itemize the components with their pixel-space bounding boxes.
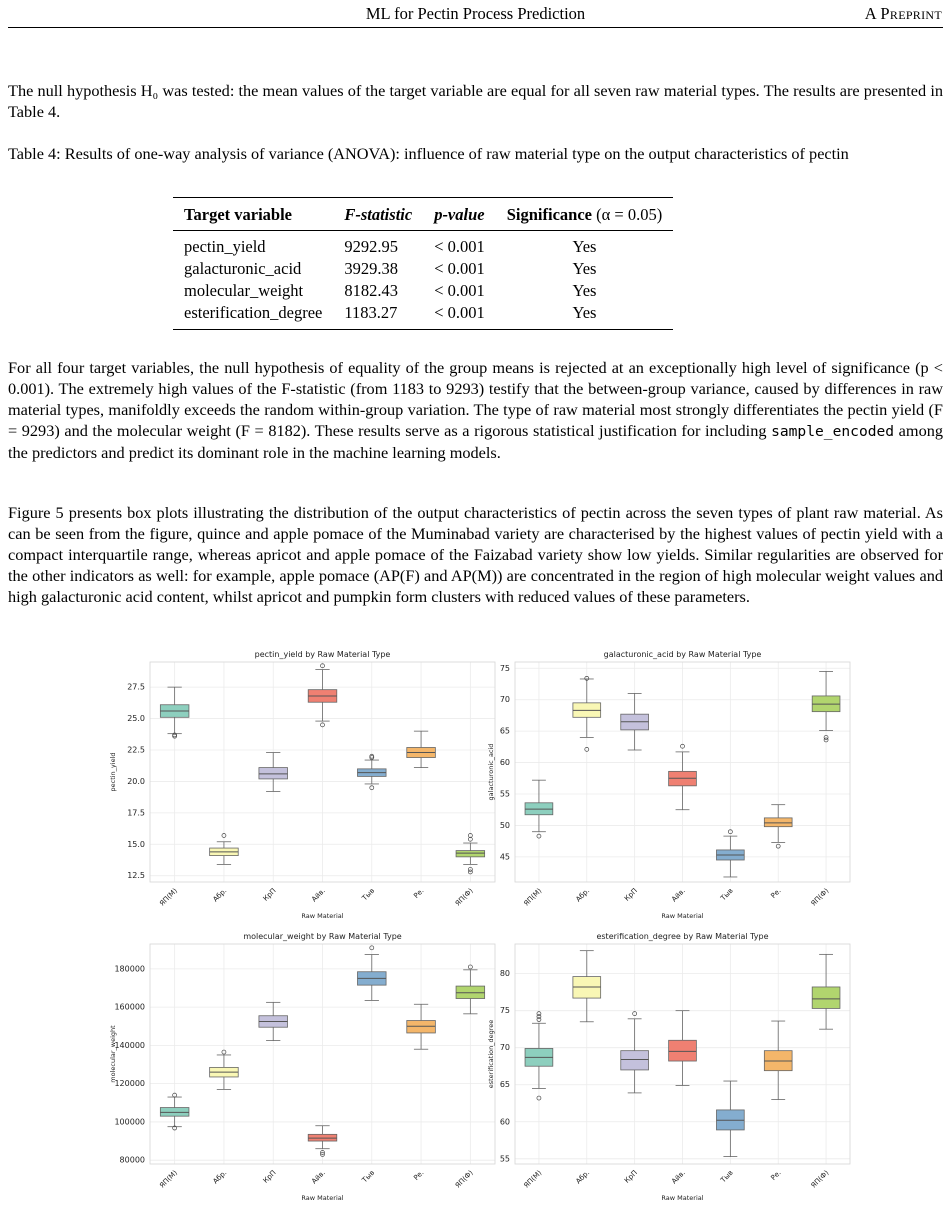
y-tick-label: 60: [499, 758, 510, 768]
box-6: [456, 965, 485, 1014]
box-iqr: [259, 768, 288, 779]
paragraph-hypothesis: The null hypothesis H₀ was tested: the mean values of the target variable are equal for all seven raw material types. The results are presented in Table 4.: [8, 81, 943, 121]
y-axis-label: pectin_yield: [109, 752, 117, 792]
box-iqr: [621, 1051, 649, 1070]
y-tick-label: 45: [499, 852, 510, 862]
x-tick-label: Абр.: [211, 1168, 229, 1186]
box-iqr: [456, 851, 485, 857]
anova-table: [173, 197, 673, 330]
cell-p: < 0.001: [434, 281, 485, 300]
box-0: [160, 1093, 189, 1130]
x-tick-label: КрП: [623, 886, 640, 903]
table-row: [173, 280, 673, 302]
x-tick-label: Тыв: [719, 1168, 735, 1185]
cell-significance: Yes: [572, 281, 597, 300]
chart-title: esterification_degree by Raw Material Type: [596, 932, 769, 941]
x-tick-label: Абр.: [574, 886, 592, 904]
x-tick-label: КрП: [261, 886, 278, 903]
table-caption: Table 4: Results of one-way analysis of variance (ANOVA): influence of raw material type on the output characteristics of pectin: [8, 144, 849, 163]
cell-p: < 0.001: [434, 259, 485, 278]
cell-p: < 0.001: [423, 302, 496, 330]
x-tick-label: Айв.: [670, 1168, 687, 1186]
x-tick-label: Тыв: [719, 886, 735, 903]
box-5: [407, 731, 436, 767]
box-iqr: [669, 1040, 697, 1061]
x-axis-label: Raw Material: [301, 912, 344, 920]
box-iqr: [812, 987, 840, 1008]
x-tick-label: Айв.: [310, 886, 327, 904]
boxplot-panel: [487, 932, 850, 1202]
y-tick-label: 75: [499, 1006, 510, 1016]
running-title: ML for Pectin Process Prediction: [365, 4, 586, 23]
x-tick-label: КрП: [623, 1168, 640, 1185]
x-axis-label: Raw Material: [661, 912, 704, 920]
x-tick-label: Абр.: [211, 886, 229, 904]
box-5: [764, 1021, 792, 1100]
y-tick-label: 27.5: [127, 682, 145, 692]
x-axis-label: Raw Material: [301, 1194, 344, 1202]
y-tick-label: 65: [499, 1080, 510, 1090]
box-3: [308, 664, 337, 727]
y-tick-label: 80: [499, 969, 510, 979]
cell-f: 1183.27: [333, 302, 423, 330]
y-tick-label: 17.5: [127, 808, 145, 818]
y-tick-label: 55: [499, 789, 510, 799]
y-tick-label: 100000: [114, 1117, 145, 1127]
cell-variable: molecular_weight: [184, 281, 304, 300]
y-tick-label: 65: [499, 726, 510, 736]
y-tick-label: 160000: [114, 1002, 145, 1012]
x-tick-label: Ре.: [769, 1168, 783, 1183]
x-tick-label: ЯП(М): [158, 886, 180, 908]
x-tick-label: ЯП(Ф): [453, 886, 475, 908]
box-3: [669, 1011, 697, 1086]
y-tick-label: 12.5: [127, 871, 145, 881]
boxplot-panel: [109, 932, 495, 1202]
x-axis-label: Raw Material: [661, 1194, 704, 1202]
y-tick-label: 25.0: [127, 714, 145, 724]
cell-variable: pectin_yield: [184, 237, 266, 256]
x-tick-label: ЯП(М): [158, 1168, 180, 1190]
y-tick-label: 55: [499, 1154, 510, 1164]
x-tick-label: ЯП(М): [522, 886, 544, 908]
box-5: [407, 1004, 436, 1049]
cell-variable: esterification_degree: [173, 302, 333, 330]
box-1: [573, 951, 601, 1022]
box-5: [764, 805, 792, 848]
box-0: [525, 1012, 553, 1100]
table-row: [173, 302, 673, 330]
boxplot-panel: [109, 650, 495, 920]
x-tick-label: Абр.: [574, 1168, 592, 1186]
x-tick-label: ЯП(Ф): [809, 886, 831, 908]
x-tick-label: Тыв: [360, 886, 377, 903]
cell-significance: Yes: [496, 302, 673, 330]
y-tick-label: 70: [499, 695, 510, 705]
x-tick-label: Ре.: [412, 886, 426, 901]
y-tick-label: 180000: [114, 964, 145, 974]
cell-f: 9292.95: [344, 237, 398, 256]
table-header-row: [173, 198, 673, 231]
table-row: [173, 231, 673, 259]
y-tick-label: 75: [499, 663, 510, 673]
cell-variable: galacturonic_acid: [184, 259, 302, 278]
box-0: [160, 687, 189, 738]
boxplot-grid: [105, 645, 855, 1205]
code-sample-encoded: sample_encoded: [771, 423, 895, 440]
chart-title: pectin_yield by Raw Material Type: [254, 650, 391, 659]
box-4: [716, 830, 744, 877]
box-2: [621, 693, 649, 750]
running-header: [0, 0, 951, 28]
box-0: [525, 780, 553, 838]
figure-5-boxplots: [105, 645, 855, 1210]
cell-significance: Yes: [572, 259, 597, 278]
header-p: p-value: [423, 198, 496, 231]
header-f: F-statistic: [333, 198, 423, 231]
table-row: [173, 258, 673, 280]
y-tick-label: 22.5: [127, 745, 145, 755]
box-3: [669, 744, 697, 809]
header-rule: [8, 27, 943, 28]
y-tick-label: 50: [499, 820, 510, 830]
x-tick-label: КрП: [261, 1168, 278, 1185]
y-axis-label: esterification_degree: [487, 1019, 495, 1089]
box-2: [259, 753, 288, 792]
cell-f: 3929.38: [344, 259, 398, 278]
x-tick-label: ЯП(М): [522, 1168, 544, 1190]
chart-title: molecular_weight by Raw Material Type: [243, 932, 402, 941]
y-tick-label: 80000: [119, 1155, 145, 1165]
chart-title: galacturonic_acid by Raw Material Type: [603, 650, 762, 659]
y-tick-label: 60: [499, 1117, 510, 1127]
cell-f: 8182.43: [344, 281, 398, 300]
header-target: Target variable: [173, 198, 333, 231]
y-axis-label: molecular_weight: [109, 1025, 117, 1083]
x-tick-label: Ре.: [769, 886, 783, 901]
boxplot-panel: [487, 650, 850, 920]
running-tag: A Preprint: [864, 4, 942, 23]
cell-significance: Yes: [572, 237, 597, 256]
header-significance: Significance (α = 0.05): [496, 198, 673, 231]
cell-p: < 0.001: [434, 237, 485, 256]
x-tick-label: Айв.: [310, 1168, 327, 1186]
x-tick-label: ЯП(Ф): [453, 1168, 475, 1190]
x-tick-label: Айв.: [670, 886, 687, 904]
y-tick-label: 120000: [114, 1079, 145, 1089]
paragraph-figure: Figure 5 presents box plots illustrating the distribution of the output characteristics of pectin across the seven types of plant raw material. As can be seen from the figure, quince and apple pomace of the Muminabad variety are characterised by the highest values of pectin yield with a compact interquartile range, whereas apricot and apple pomace of the Faizabad variety show low yields. Similar regularities are observed for the other indicators as well: for example, apple pomace (AP(F) and AP(M)) are concentrated in the region of high molecular weight values and high galacturonic acid content, whilst apricot and pumpkin form clusters with reduced values of these parameters.: [8, 503, 943, 606]
x-tick-label: Тыв: [360, 1168, 377, 1185]
box-iqr: [764, 818, 792, 827]
y-tick-label: 70: [499, 1043, 510, 1053]
box-2: [621, 1012, 649, 1093]
y-axis-label: galacturonic_acid: [487, 743, 495, 801]
y-tick-label: 20.0: [127, 776, 145, 786]
box-4: [716, 1081, 744, 1157]
y-tick-label: 140000: [114, 1040, 145, 1050]
x-tick-label: Ре.: [412, 1168, 426, 1183]
box-6: [812, 954, 840, 1029]
box-2: [259, 1002, 288, 1040]
x-tick-label: ЯП(Ф): [809, 1168, 831, 1190]
y-tick-label: 15.0: [127, 839, 145, 849]
paragraph-results: For all four target variables, the null hypothesis of equality of the group means is rejected at an exceptionally high level of significance (p < 0.001). The extremely high values of the F-statistic (from 1183 to 9293) testify that the between-group variance, caused by differences in raw material types, manifoldly exceeds the random within-group variation. The type of raw material most strongly differentiates the pectin yield (F = 9293) and the molecular weight (F = 8182). These results serve as a rigorous statistical justification for including sample_encoded among the predictors and predict its dominant role in the machine learning models.: [8, 358, 943, 462]
